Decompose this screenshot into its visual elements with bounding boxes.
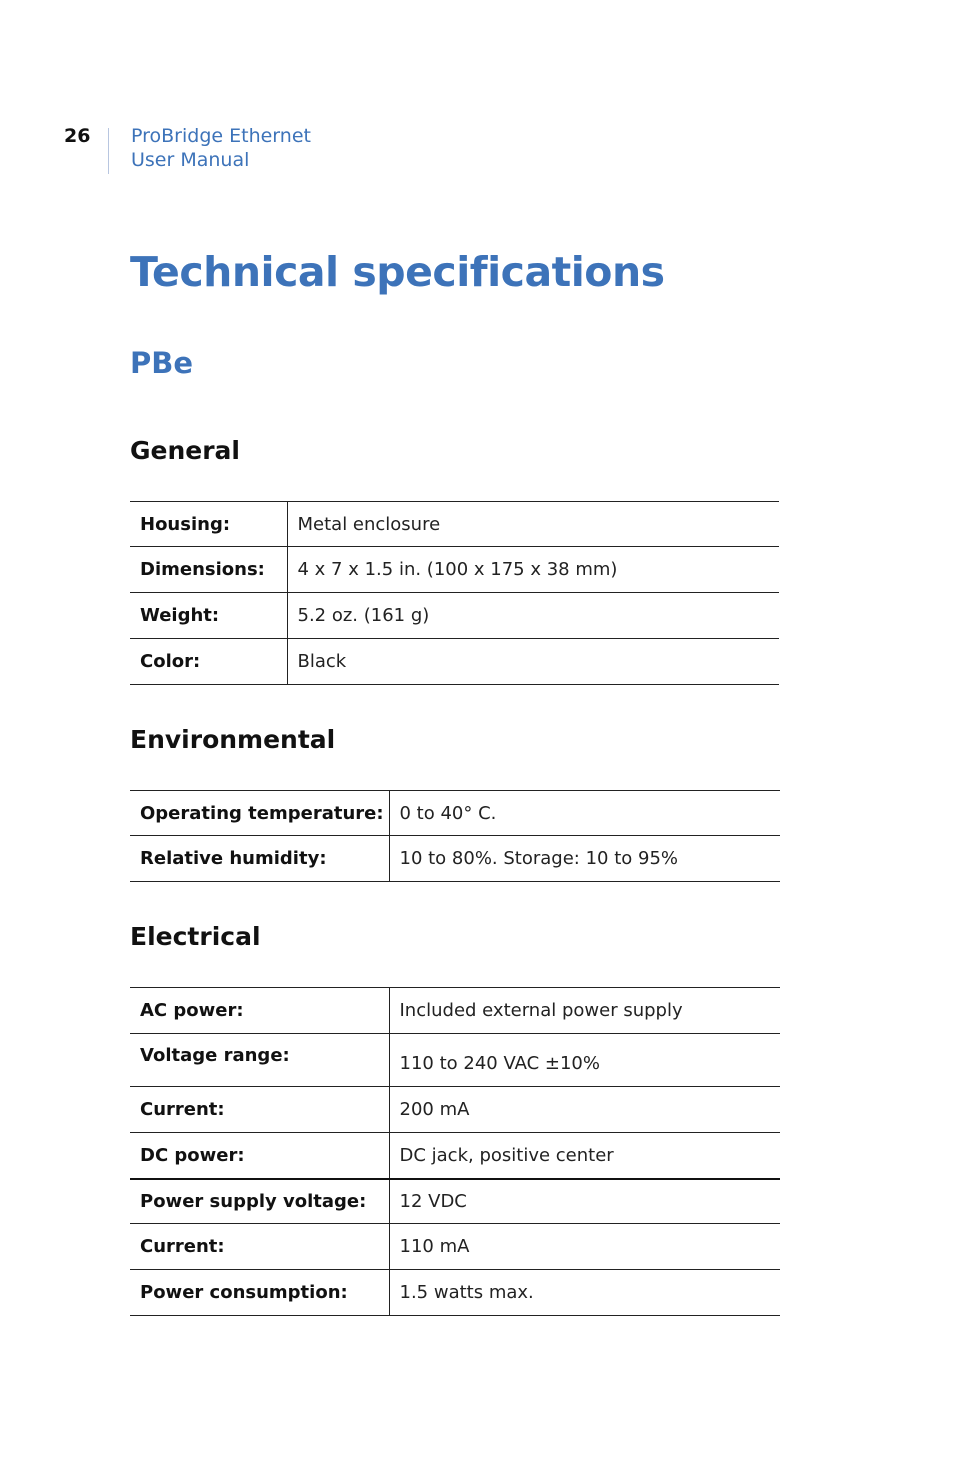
spec-value: 5.2 oz. (161 g)	[287, 593, 779, 639]
table-row	[130, 791, 780, 836]
spec-value: 4 x 7 x 1.5 in. (100 x 175 x 38 mm)	[287, 547, 779, 593]
table-row	[130, 639, 779, 685]
spec-label: Power consumption:	[130, 1270, 389, 1316]
spec-label: Current:	[130, 1224, 389, 1270]
spec-value: 110 to 240 VAC ±10%	[389, 1034, 780, 1087]
environmental-spec-table	[130, 790, 780, 882]
spec-label: Color:	[130, 639, 287, 685]
table-row	[130, 1179, 780, 1224]
spec-label: Voltage range:	[130, 1034, 389, 1087]
spec-label: Power supply voltage:	[130, 1179, 389, 1224]
spec-value: 12 VDC	[389, 1179, 780, 1224]
spec-label: Current:	[130, 1087, 389, 1133]
spec-value: 200 mA	[389, 1087, 780, 1133]
table-row	[130, 502, 779, 547]
section-heading-electrical: Electrical	[130, 922, 261, 951]
table-row	[130, 1224, 780, 1270]
spec-label: Dimensions:	[130, 547, 287, 593]
page-number: 26	[64, 125, 91, 147]
section-heading-general: General	[130, 436, 240, 465]
spec-value: 10 to 80%. Storage: 10 to 95%	[389, 836, 780, 882]
spec-value: 110 mA	[389, 1224, 780, 1270]
running-header	[131, 124, 311, 172]
model-subtitle: PBe	[130, 346, 194, 380]
table-row	[130, 1133, 780, 1179]
table-row	[130, 593, 779, 639]
section-heading-environmental: Environmental	[130, 725, 336, 754]
spec-value: DC jack, positive center	[389, 1133, 780, 1179]
spec-label: Relative humidity:	[130, 836, 389, 882]
spec-label: Weight:	[130, 593, 287, 639]
table-row	[130, 1087, 780, 1133]
header-divider	[108, 128, 109, 174]
general-spec-table	[130, 501, 779, 685]
table-row	[130, 836, 780, 882]
spec-value: Metal enclosure	[287, 502, 779, 547]
spec-label: Operating temperature:	[130, 791, 389, 836]
running-header-document: User Manual	[131, 149, 250, 171]
spec-value: Black	[287, 639, 779, 685]
spec-label: AC power:	[130, 988, 389, 1034]
spec-label: DC power:	[130, 1133, 389, 1179]
spec-value: 0 to 40° C.	[389, 791, 780, 836]
page-title: Technical specifications	[130, 248, 665, 296]
running-header-product: ProBridge Ethernet	[131, 125, 311, 147]
table-row	[130, 1034, 780, 1087]
spec-label: Housing:	[130, 502, 287, 547]
table-row	[130, 1270, 780, 1316]
spec-value: 1.5 watts max.	[389, 1270, 780, 1316]
table-row	[130, 547, 779, 593]
table-row	[130, 988, 780, 1034]
electrical-spec-table	[130, 987, 780, 1316]
spec-value: Included external power supply	[389, 988, 780, 1034]
